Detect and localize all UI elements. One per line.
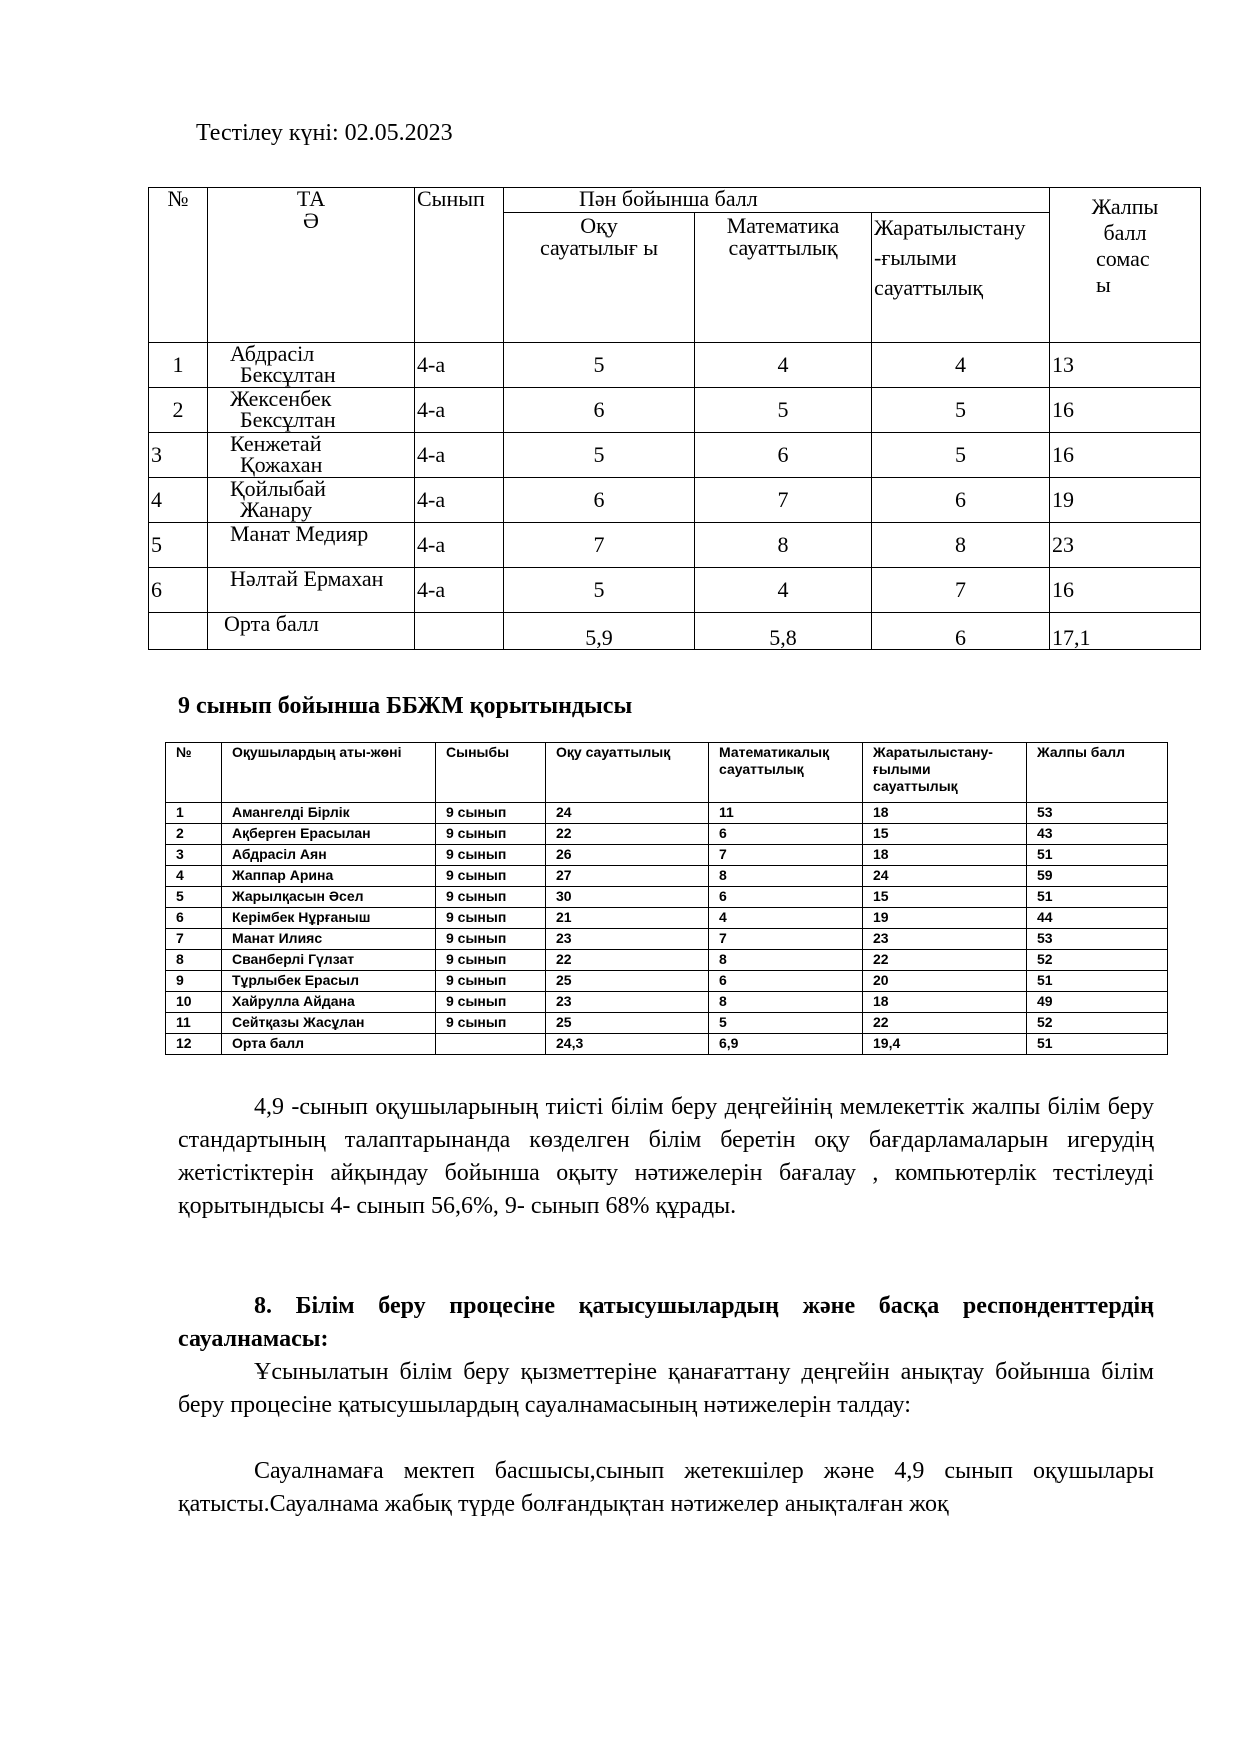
cell-math: 6,9: [709, 1034, 863, 1055]
cell-reading: 5: [504, 433, 695, 478]
cell-science: 22: [863, 950, 1027, 971]
cell-science: 15: [863, 887, 1027, 908]
cell-math: 7: [709, 845, 863, 866]
cell-class: 4-а: [415, 478, 504, 523]
header-reading: Оқу сауатылығ ы: [504, 213, 695, 343]
cell-math: 4: [695, 568, 872, 613]
table-row: [166, 1034, 1168, 1055]
cell-class: 9 сынып: [436, 887, 546, 908]
cell-math: 5,8: [695, 613, 872, 650]
paragraph-survey-analysis: Ұсынылатын білім беру қызметтеріне қанағаттану деңгейін анықтау бойынша білім беру процесіне қатысушылардың сауалнамасының нәтижелерін талдау:: [178, 1359, 1154, 1418]
table-row: [166, 908, 1168, 929]
cell-total: 51: [1027, 971, 1168, 992]
header-name: Оқушылардың аты-жөні: [222, 743, 436, 803]
cell-reading: 25: [546, 1013, 709, 1034]
cell-name: Ақберген Ерасылан: [222, 824, 436, 845]
cell-science: 6: [872, 613, 1050, 650]
cell-class: [436, 1034, 546, 1055]
cell-num: 7: [166, 929, 222, 950]
cell-class: 9 сынып: [436, 929, 546, 950]
cell-science: 15: [863, 824, 1027, 845]
cell-name: Жарылқасын Әсел: [222, 887, 436, 908]
cell-class: 9 сынып: [436, 824, 546, 845]
cell-num: 6: [166, 908, 222, 929]
cell-total: 52: [1027, 1013, 1168, 1034]
header-science: Жаратылыстану -ғылыми сауаттылық: [872, 213, 1050, 343]
cell-total: 49: [1027, 992, 1168, 1013]
cell-reading: 23: [546, 992, 709, 1013]
cell-class: 9 сынып: [436, 992, 546, 1013]
cell-num: 4: [166, 866, 222, 887]
cell-name: Абдрасіл Бексұлтан: [208, 343, 415, 388]
cell-science: 19: [863, 908, 1027, 929]
cell-science: 4: [872, 343, 1050, 388]
cell-class: 9 сынып: [436, 845, 546, 866]
cell-name: Жексенбек Бексұлтан: [208, 388, 415, 433]
cell-num: 2: [166, 824, 222, 845]
header-science: Жаратылыстану-ғылыми сауаттылық: [863, 743, 1027, 803]
cell-math: 4: [709, 908, 863, 929]
table-header-row: [149, 188, 1201, 213]
cell-reading: 22: [546, 950, 709, 971]
header-subject-group: Пән бойынша балл: [504, 188, 1050, 213]
table-row-average: [149, 613, 1201, 650]
header-math: Математика сауаттылық: [695, 213, 872, 343]
cell-num: 2: [149, 388, 208, 433]
cell-math: 8: [709, 950, 863, 971]
cell-total: 23: [1050, 523, 1201, 568]
cell-class: 9 сынып: [436, 950, 546, 971]
cell-science: 19,4: [863, 1034, 1027, 1055]
cell-num: 12: [166, 1034, 222, 1055]
cell-total: 51: [1027, 887, 1168, 908]
grade9-results-table: [165, 742, 1168, 1055]
cell-total: 51: [1027, 845, 1168, 866]
header-total: Жалпы балл сомас ы: [1050, 188, 1201, 343]
cell-math: 8: [695, 523, 872, 568]
header-total: Жалпы балл: [1027, 743, 1168, 803]
cell-reading: 25: [546, 971, 709, 992]
cell-math: 6: [695, 433, 872, 478]
cell-reading: 24,3: [546, 1034, 709, 1055]
paragraph-results: 4,9 -сынып оқушыларының тиісті білім беру деңгейінің мемлекеттік жалпы білім беру стандартының талаптарынанда көзделген білім беретін оқу бағдарламаларын игерудің жетістіктерін айқындау бойынша оқыту нәтижелерін бағалау , компьютерлік тестілеуді қорытындысы 4- сынып 56,6%, 9- сынып 68% құрады.: [178, 1094, 1154, 1219]
cell-name: Манат Илияс: [222, 929, 436, 950]
cell-num: 3: [149, 433, 208, 478]
cell-reading: 27: [546, 866, 709, 887]
cell-class: 4-а: [415, 568, 504, 613]
cell-science: 24: [863, 866, 1027, 887]
cell-reading: 24: [546, 803, 709, 824]
cell-num: 6: [149, 568, 208, 613]
cell-total: 52: [1027, 950, 1168, 971]
cell-num: 4: [149, 478, 208, 523]
cell-total: 16: [1050, 388, 1201, 433]
cell-total: 19: [1050, 478, 1201, 523]
cell-name: Абдрасіл Аян: [222, 845, 436, 866]
cell-science: 22: [863, 1013, 1027, 1034]
cell-science: 18: [863, 992, 1027, 1013]
cell-science: 6: [872, 478, 1050, 523]
table-row: [166, 803, 1168, 824]
cell-class: 9 сынып: [436, 1013, 546, 1034]
cell-math: 7: [695, 478, 872, 523]
cell-class: [415, 613, 504, 650]
cell-total: 44: [1027, 908, 1168, 929]
cell-total: 16: [1050, 433, 1201, 478]
header-num: №: [166, 743, 222, 803]
table-row: [149, 388, 1201, 433]
cell-reading: 5,9: [504, 613, 695, 650]
test-date: Тестілеу күні: 02.05.2023: [196, 120, 453, 146]
cell-reading: 22: [546, 824, 709, 845]
cell-num: 1: [166, 803, 222, 824]
header-reading: Оқу сауаттылық: [546, 743, 709, 803]
cell-total: 16: [1050, 568, 1201, 613]
cell-math: 8: [709, 992, 863, 1013]
grade9-title: 9 сынып бойынша ББЖМ қорытындысы: [178, 693, 633, 719]
cell-reading: 7: [504, 523, 695, 568]
cell-name: Керімбек Нұрғаныш: [222, 908, 436, 929]
cell-reading: 26: [546, 845, 709, 866]
cell-reading: 30: [546, 887, 709, 908]
table-row: [166, 971, 1168, 992]
cell-science: 18: [863, 803, 1027, 824]
cell-class: 4-а: [415, 343, 504, 388]
cell-science: 7: [872, 568, 1050, 613]
table-header-row: [166, 743, 1168, 803]
cell-science: 5: [872, 388, 1050, 433]
table-row: [149, 433, 1201, 478]
cell-name: Хайрулла Айдана: [222, 992, 436, 1013]
header-name: [208, 188, 415, 343]
cell-math: 7: [709, 929, 863, 950]
table-row: [149, 523, 1201, 568]
cell-reading: 6: [504, 388, 695, 433]
header-name-line1: ТА: [296, 186, 326, 211]
cell-num: 5: [166, 887, 222, 908]
header-num: №: [149, 188, 208, 343]
table-row: [149, 478, 1201, 523]
cell-math: 5: [709, 1013, 863, 1034]
cell-num: 9: [166, 971, 222, 992]
cell-name: Нәлтай Ермахан: [208, 568, 415, 613]
cell-math: 4: [695, 343, 872, 388]
table-row: [149, 568, 1201, 613]
cell-science: 20: [863, 971, 1027, 992]
table-row: [166, 866, 1168, 887]
cell-num: [149, 613, 208, 650]
cell-reading: 6: [504, 478, 695, 523]
cell-total: 13: [1050, 343, 1201, 388]
cell-class: 9 сынып: [436, 803, 546, 824]
cell-name: Жаппар Арина: [222, 866, 436, 887]
section-8-heading: 8. Білім беру процесіне қатысушылардың және басқа респонденттердің сауалнамасы:: [178, 1293, 1154, 1352]
cell-science: 8: [872, 523, 1050, 568]
cell-total: 51: [1027, 1034, 1168, 1055]
cell-total: 17,1: [1050, 613, 1201, 650]
cell-class: 9 сынып: [436, 866, 546, 887]
header-class: Сынып: [415, 188, 504, 343]
cell-num: 1: [149, 343, 208, 388]
table-row: [166, 929, 1168, 950]
table-row: [166, 992, 1168, 1013]
table-row: [166, 950, 1168, 971]
cell-num: 11: [166, 1013, 222, 1034]
header-class: Сыныбы: [436, 743, 546, 803]
cell-math: 11: [709, 803, 863, 824]
cell-class: 4-а: [415, 388, 504, 433]
cell-math: 6: [709, 971, 863, 992]
table-row: [166, 887, 1168, 908]
cell-total: 53: [1027, 803, 1168, 824]
cell-num: 8: [166, 950, 222, 971]
table-row: [166, 845, 1168, 866]
table-row: [166, 824, 1168, 845]
cell-total: 53: [1027, 929, 1168, 950]
cell-name: Амангелді Бірлік: [222, 803, 436, 824]
cell-reading: 5: [504, 568, 695, 613]
cell-reading: 21: [546, 908, 709, 929]
cell-science: 5: [872, 433, 1050, 478]
table-row: [149, 343, 1201, 388]
grade4-results-table: [148, 187, 1201, 650]
paragraph-survey-participants: Сауалнамаға мектеп басшысы,сынып жетекшілер және 4,9 сынып оқушылары қатысты.Сауалнама жабық түрде болғандықтан нәтижелер анықталған жоқ: [178, 1458, 1154, 1517]
cell-name: Манат Медияр: [208, 523, 415, 568]
cell-name: Тұрлыбек Ерасыл: [222, 971, 436, 992]
cell-name: Қойлыбай Жанару: [208, 478, 415, 523]
cell-reading: 23: [546, 929, 709, 950]
cell-class: 4-а: [415, 523, 504, 568]
table-row: [166, 1013, 1168, 1034]
cell-total: 59: [1027, 866, 1168, 887]
cell-name: Сванберлі Гүлзат: [222, 950, 436, 971]
cell-num: 5: [149, 523, 208, 568]
cell-class: 9 сынып: [436, 908, 546, 929]
cell-num: 10: [166, 992, 222, 1013]
header-math: Математикалық сауаттылық: [709, 743, 863, 803]
cell-science: 18: [863, 845, 1027, 866]
cell-total: 43: [1027, 824, 1168, 845]
cell-science: 23: [863, 929, 1027, 950]
cell-class: 4-а: [415, 433, 504, 478]
cell-num: 3: [166, 845, 222, 866]
cell-name: Орта балл: [208, 613, 415, 650]
cell-name: Сейтқазы Жасұлан: [222, 1013, 436, 1034]
cell-math: 5: [695, 388, 872, 433]
cell-reading: 5: [504, 343, 695, 388]
cell-math: 6: [709, 824, 863, 845]
cell-name: Орта балл: [222, 1034, 436, 1055]
cell-math: 8: [709, 866, 863, 887]
cell-class: 9 сынып: [436, 971, 546, 992]
cell-math: 6: [709, 887, 863, 908]
header-name-line2: Ә: [303, 208, 319, 233]
cell-name: Кенжетай Қожахан: [208, 433, 415, 478]
